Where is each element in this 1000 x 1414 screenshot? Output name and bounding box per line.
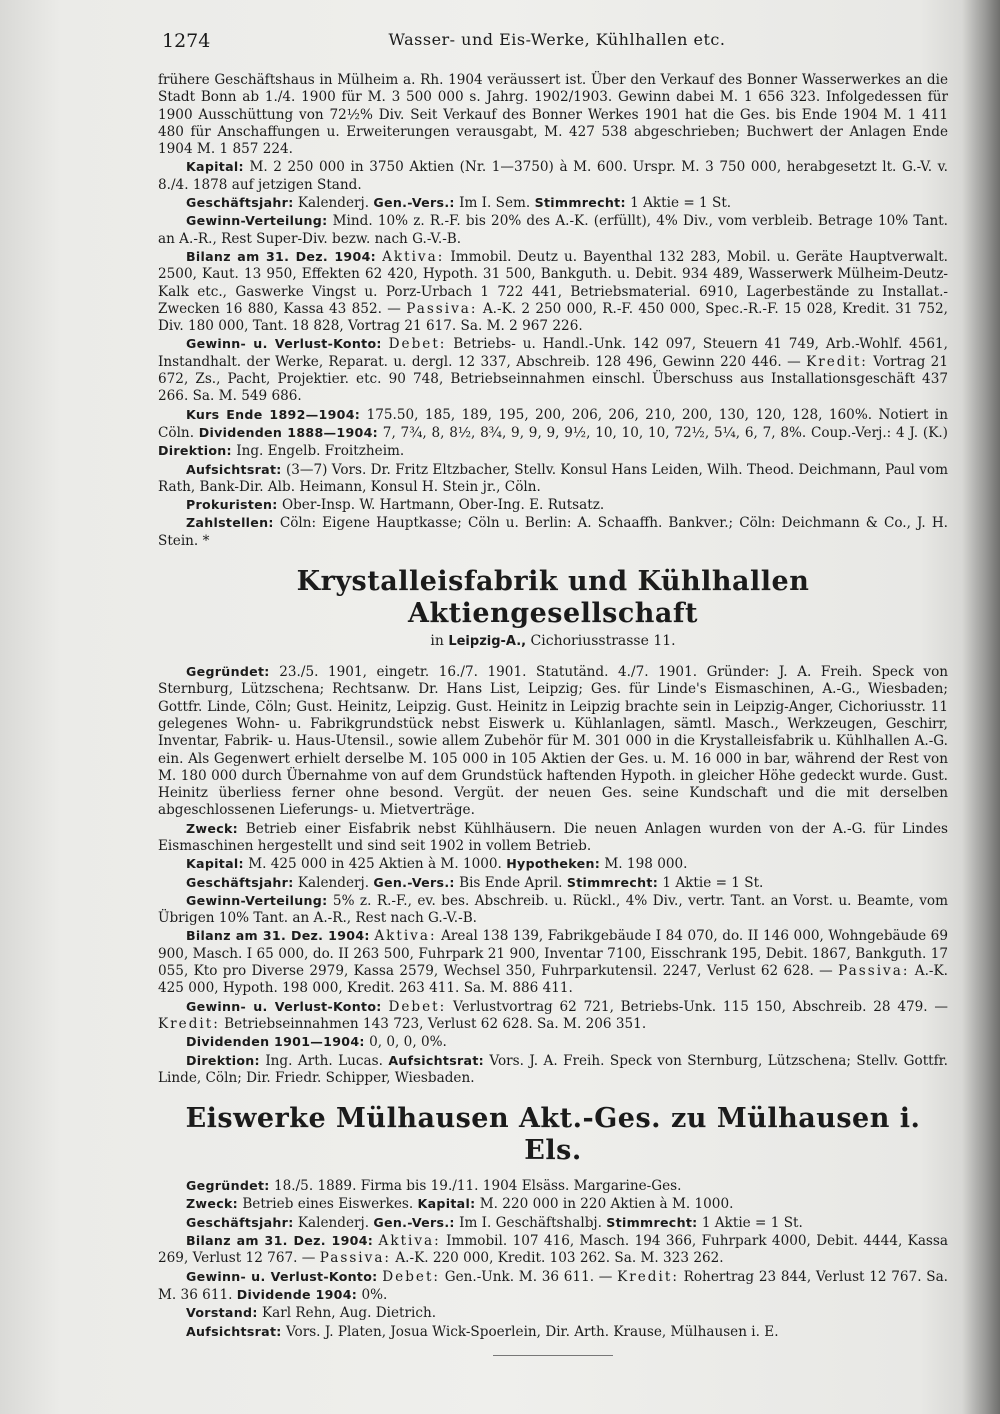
guv-entry: Gewinn- u. Verlust-Konto: Debet: Verlustvortrag 62 721, Betriebs-Unk. 115 150, Abschreib. 28 479. — Kredit: Betriebseinnahmen 143 723, Verlust 62 628. Sa. M. 206 351.	[158, 998, 948, 1032]
running-head: Wasser- und Eis-Werke, Kühlhallen etc.	[388, 30, 726, 49]
zweck-entry: Zweck: Betrieb eines Eiswerkes. Kapital: M. 220 000 in 220 Aktien à M. 1000.	[186, 1196, 734, 1213]
geschaeftsjahr-entry: Geschäftsjahr: Kalenderj. Gen.-Vers.: Im I. Sem. Stimmrecht: 1 Aktie = 1 St.	[186, 195, 732, 212]
company-location: in Leipzig-A., Cichoriusstrasse 11.	[430, 633, 676, 650]
guv-entry: Gewinn- u. Verlust-Konto: Debet: Gen.-Unk. M. 36 611. — Kredit: Rohertrag 23 844, Verlust 12 767. Sa. M. 36 611. Dividende 1904: 0%.	[158, 1268, 948, 1303]
page-edge-shadow	[962, 0, 1000, 1414]
bilanz-entry: Bilanz am 31. Dez. 1904: Aktiva: Immobil. Deutz u. Bayenthal 132 283, Mobil. u. Geräte Hauptverwalt. 2500, Kaut. 13 950, Effekten 62 420, Hypoth. 31 500, Bankguth. u. Debit. 934 489, Wasserwerk Mülheim-Deutz-Kalk etc., Gaswerke Vingst u. Porz-Urbach 1 722 441, Betriebsmaterial. 6910, Lagerbestände zu Installat.-Zwecken 16 880, Kassa 43 852. — Passiva: A.-K. 2 250 000, R.-F. 450 000, Spec.-R.-F. 15 028, Kredit. 31 752, Div. 180 000, Tant. 18 828, Vortrag 21 617. Sa. M. 2 967 226.	[158, 248, 948, 335]
direktion-entry: Direktion: Ing. Arth. Lucas. Aufsichtsrat: Vors. J. A. Freih. Speck von Sternburg, Lützschena; Stellv. Gottfr. Linde, Cöln; Dir. Friedr. Schipper, Wiesbaden.	[158, 1052, 948, 1086]
company-title-eiswerke-muelhausen: Eiswerke Mülhausen Akt.-Ges. zu Mülhausen i. Els.	[185, 1103, 921, 1167]
gegruendet-entry: Gegründet: 23./5. 1901, eingetr. 16./7. 1901. Statutänd. 4./7. 1901. Gründer: J. A. Freih. Speck von Sternburg, Lützschena; Rechtsanw. Dr. Hans List, Leipzig; Ges. für Linde's Eismaschinen, A.-G., Wiesbaden; Gottfr. Linde, Cöln; Gust. Heinitz, Leipzig. Gust. Heinitz in Leipzig brachte sein in Leipzig-Anger, Cichoriusstr. 11 gelegenes Wohn- u. Fabrikgrundstück nebst Eiswerk u. Kühlanlagen, sämtl. Masch., Werkzeugen, Geschirr, Inventar, Fabrik- u. Haus-Utensil., sowie allem Zubehör für M. 301 000 in die Krystalleisfabrik u. Kühlhallen A.-G. ein. Als Gegenwert erhielt derselbe M. 105 000 in 105 Aktien der Ges. u. M. 16 000 in bar, während der Rest von M. 180 000 durch Übernahme von auf dem Grundstück haftenden Hypoth. in gleicher Höhe gedeckt wurde. Gust. Heinitz überliess ferner ohne besond. Vergüt. der neuen Ges. seine Kundschaft und die mit derselben abgeschlossenen Lieferungs- u. Mietverträge.	[158, 664, 949, 819]
gewinn-verteilung-entry: Gewinn-Verteilung: Mind. 10% z. R.-F. bis 20% des A.-K. (erfüllt), 4% Div., vom verbleib. Betrage 10% Tant. an A.-R., Rest Super-Div. bezw. nach G.-V.-B.	[158, 213, 948, 247]
bilanz-entry: Bilanz am 31. Dez. 1904: Aktiva: Areal 138 139, Fabrikgebäude I 84 070, do. II 146 000, Wohngebäude 69 900, Masch. I 65 000, do. II 263 500, Fuhrpark 21 900, Inventar 7100, Eisschrank 195, Debit. 1867, Bankguth. 17 055, Kto pro Diverse 2979, Kassa 2579, Wechsel 350, Fuhrparkutensil. 2247, Verlust 62 628. — Passiva: A.-K. 425 000, Hypoth. 198 000, Kredit. 263 411. Sa. M. 886 411.	[158, 928, 948, 997]
zweck-entry: Zweck: Betrieb einer Eisfabrik nebst Kühlhäusern. Die neuen Anlagen wurden von der A.-G. für Lindes Eismaschinen hergestellt und sind seit 1902 in vollem Betrieb.	[158, 820, 948, 854]
intro-paragraph: frühere Geschäftshaus in Mülheim a. Rh. 1904 veräussert ist. Über den Verkauf des Bonner Wasserwerkes an die Stadt Bonn ab 1./4. 1900 für M. 3 500 000 s. Jahrg. 1902/1903. Gewinn dabei M. 1 656 323. Infolgedessen für 1900 Ausschüttung von 72½% Div. Seit Verkauf des Bonner Werkes 1901 hat die Ges. bis Ende 1904 M. 1 411 480 für Anschaffungen u. Erweiterungen verausgabt, M. 427 538 abgeschrieben; Buchwert der Anlagen Ende 1904 M. 1 857 224.	[158, 72, 948, 158]
gewinn-verteilung-entry: Gewinn-Verteilung: 5% z. R.-F., ev. bes. Abschreib. u. Rückl., 4% Div., vertr. Tant. an Vorst. u. Beamte, vom Übrigen 10% Tant. an A.-R., Rest nach G.-V.-B.	[158, 892, 948, 927]
page-number: 1274	[162, 30, 211, 52]
section-divider	[493, 1355, 613, 1356]
kurs-entry: Kurs Ende 1892—1904: 175.50, 185, 189, 195, 200, 206, 206, 210, 200, 130, 120, 128, 160%. Notiert in Cöln. Dividenden 1888—1904: 7, 7¾, 8, 8½, 8¾, 9, 9, 9, 9½, 10, 10, 10, 72½, 5¼, 6, 7, 8%. Coup.-Verj.: 4 J. (K.) Direktion: Ing. Engelb. Froitzheim.	[158, 406, 948, 460]
vorstand-entry: Vorstand: Karl Rehn, Aug. Dietrich.	[186, 1305, 437, 1322]
text-column	[158, 72, 948, 1356]
prokuristen-entry: Prokuristen: Ober-Insp. W. Hartmann, Ober-Ing. E. Rutsatz.	[186, 497, 605, 514]
kapital-entry: Kapital: M. 2 250 000 in 3750 Aktien (Nr. 1—3750) à M. 600. Urspr. M. 3 750 000, herabgesetzt lt. G.-V. v. 8./4. 1878 auf jetzigen Stand.	[158, 159, 948, 193]
kapital-entry: Kapital: M. 425 000 in 425 Aktien à M. 1000. Hypotheken: M. 198 000.	[186, 856, 688, 873]
aufsichtsrat-entry: Aufsichtsrat: (3—7) Vors. Dr. Fritz Eltzbacher, Stellv. Konsul Hans Leiden, Wilh. Theod. Deichmann, Paul vom Rath, Bank-Dir. Alb. Heimann, Konsul H. Stein jr., Cöln.	[158, 461, 948, 495]
geschaeftsjahr-entry: Geschäftsjahr: Kalenderj. Gen.-Vers.: Bis Ende April. Stimmrecht: 1 Aktie = 1 St.	[186, 874, 764, 891]
gegruendet-entry: Gegründet: 18./5. 1889. Firma bis 19./11. 1904 Elsäss. Margarine-Ges.	[186, 1178, 682, 1195]
page-header	[162, 30, 952, 60]
guv-entry: Gewinn- u. Verlust-Konto: Debet: Betriebs- u. Handl.-Unk. 142 097, Steuern 41 749, Arb.-Wohlf. 4561, Instandhalt. der Werke, Reparat. u. dergl. 12 337, Abschreib. 128 496, Gewinn 220 446. — Kredit: Vortrag 21 672, Zs., Pacht, Projektier. etc. 90 748, Betriebseinnahmen einschl. Überschuss aus Installationsgeschäft 437 266. Sa. M. 549 686.	[158, 336, 948, 405]
aufsichtsrat-entry: Aufsichtsrat: Vors. J. Platen, Josua Wick-Spoerlein, Dir. Arth. Krause, Mülhausen i. E.	[186, 1323, 779, 1340]
dividenden-entry: Dividenden 1901—1904: 0, 0, 0, 0%.	[186, 1034, 447, 1051]
company-title-krystalleisfabrik: Krystalleisfabrik und Kühlhallen Aktiengesellschaft	[296, 566, 810, 630]
geschaeftsjahr-entry: Geschäftsjahr: Kalenderj. Gen.-Vers.: Im I. Geschäftshalbj. Stimmrecht: 1 Aktie = 1 St.	[186, 1214, 803, 1231]
bilanz-entry: Bilanz am 31. Dez. 1904: Aktiva: Immobil. 107 416, Masch. 194 366, Fuhrpark 4000, Debit. 4444, Kassa 269, Verlust 12 767. — Passiva: A.-K. 220 000, Kredit. 103 262. Sa. M. 323 262.	[158, 1233, 948, 1267]
zahlstellen-entry: Zahlstellen: Cöln: Eigene Hauptkasse; Cöln u. Berlin: A. Schaaffh. Bankver.; Cöln: Deichmann & Co., J. H. Stein. *	[158, 515, 948, 549]
